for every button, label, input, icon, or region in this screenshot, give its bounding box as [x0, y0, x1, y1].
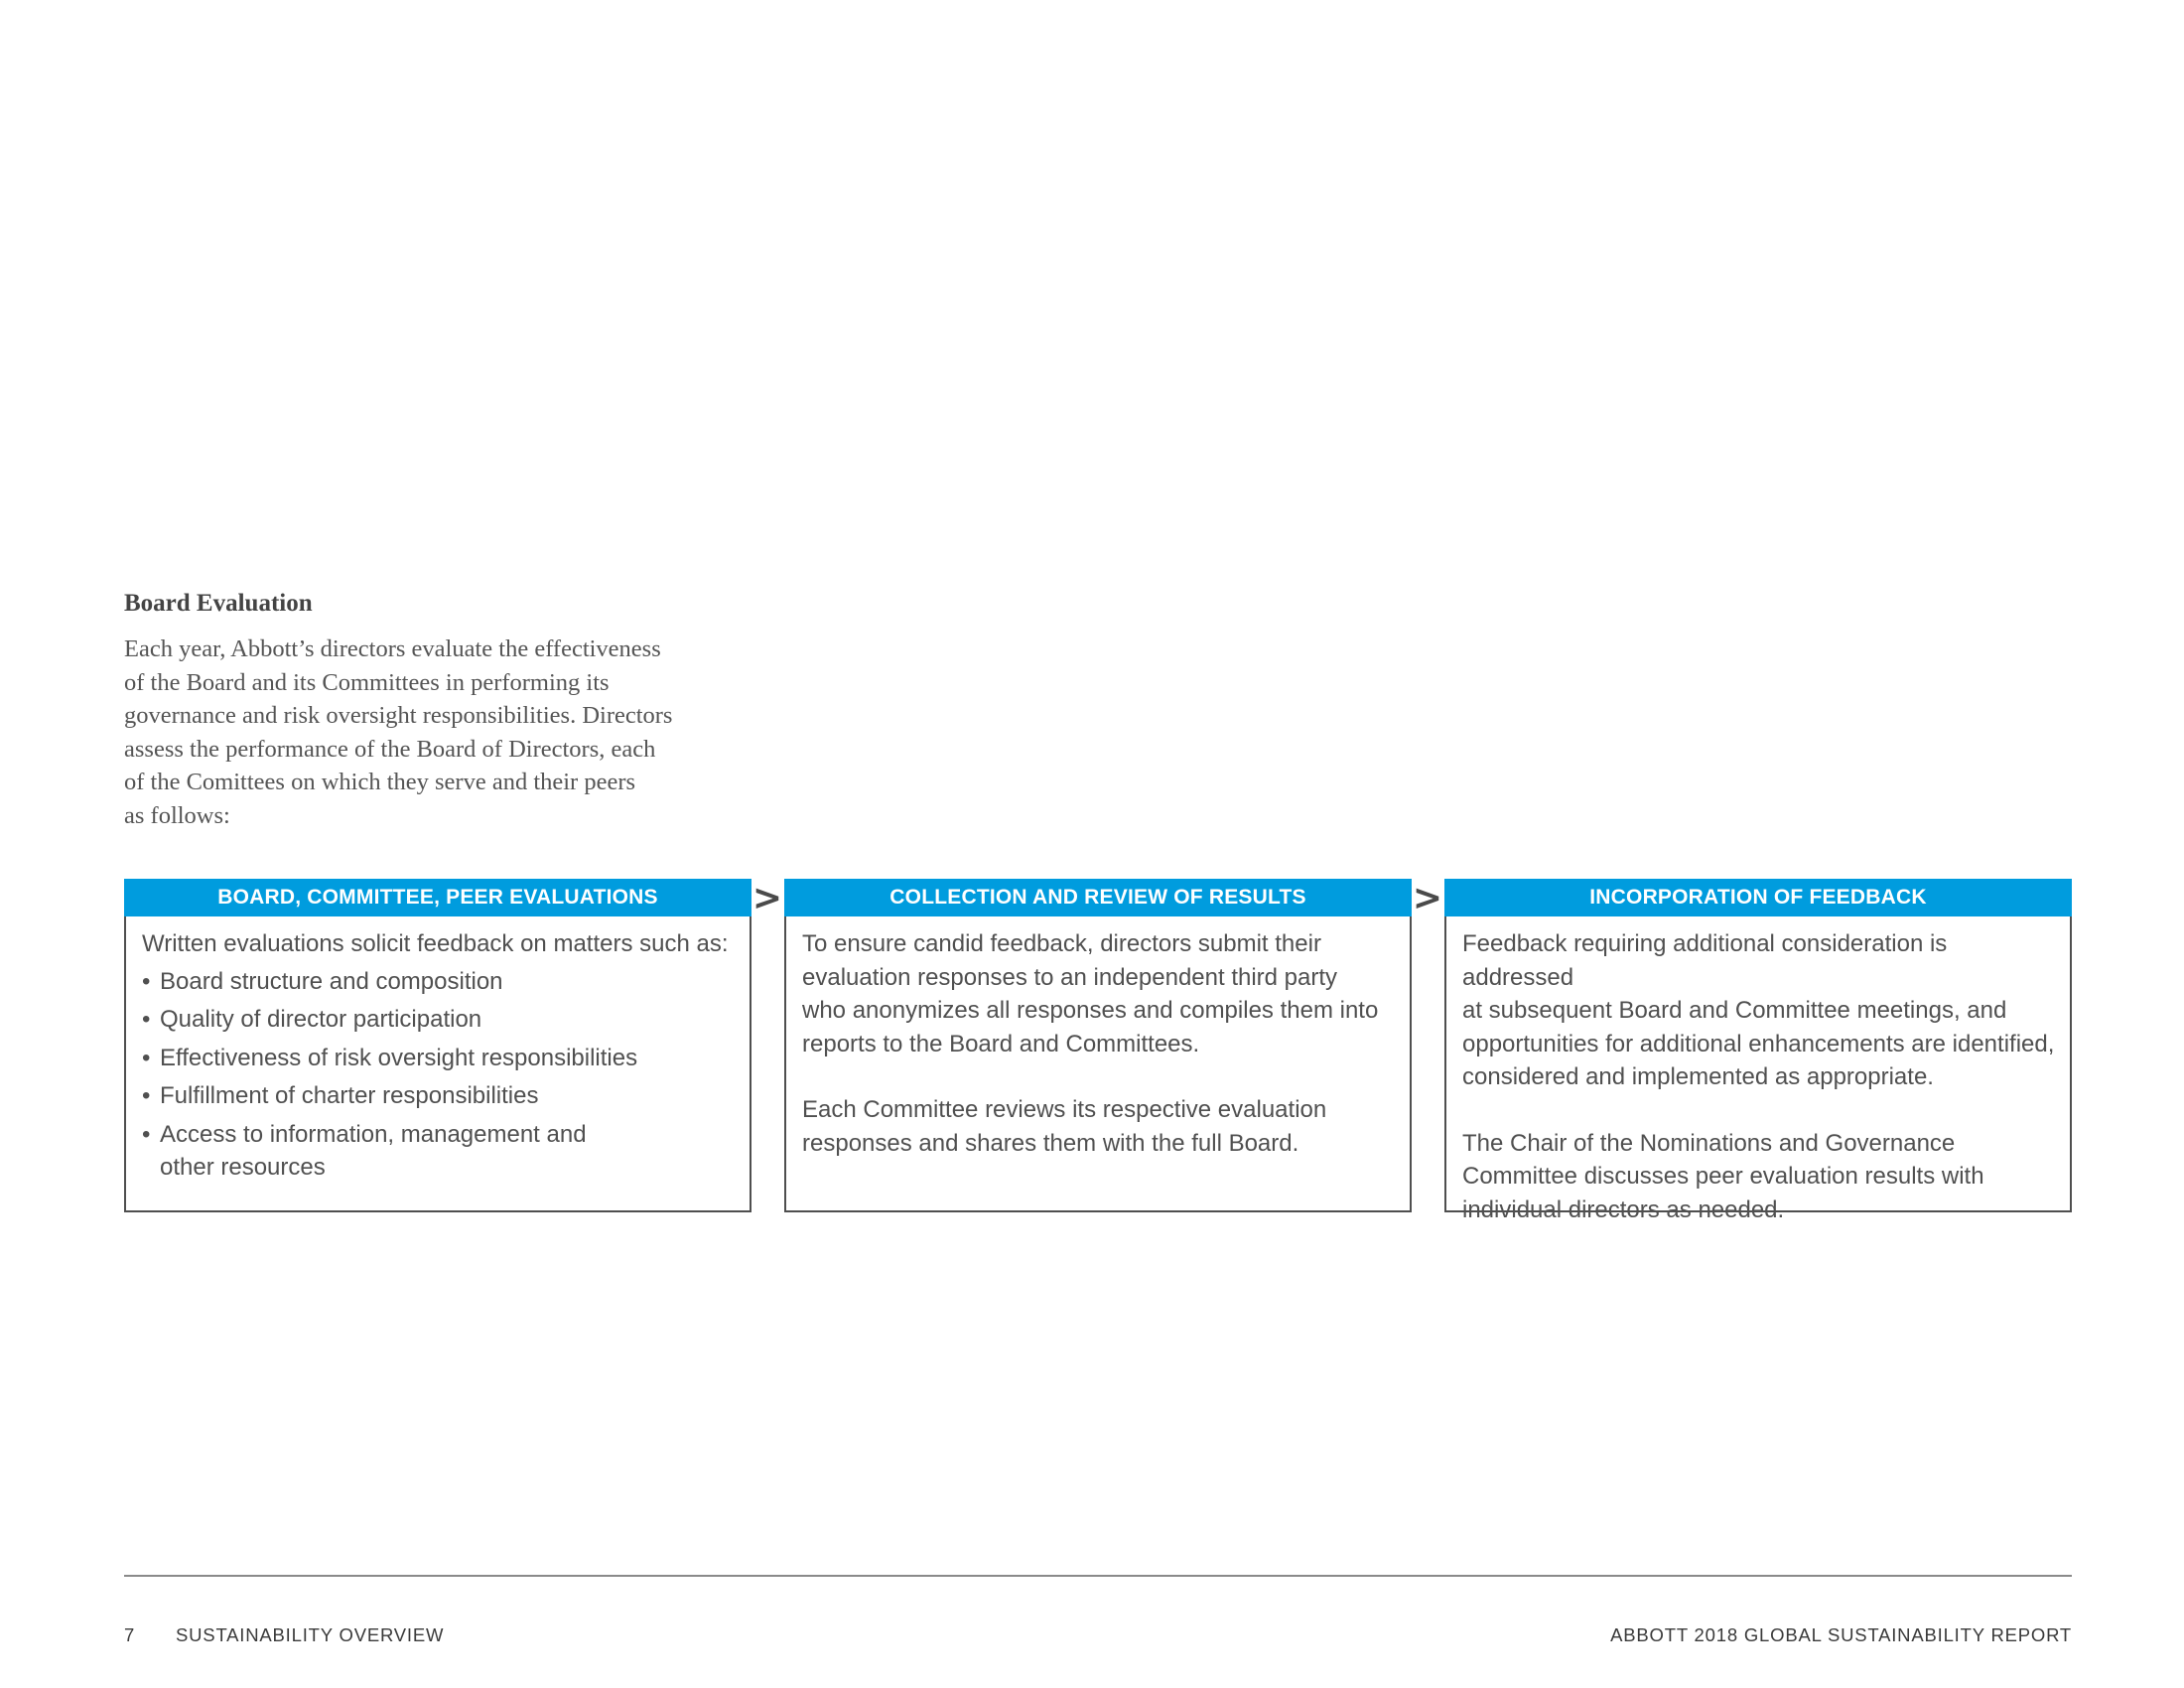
footer-divider	[124, 1575, 2072, 1577]
list-item-text: Fulfillment of charter responsibilities	[160, 1082, 539, 1109]
list-item	[142, 1003, 736, 1037]
list-item	[142, 1118, 736, 1185]
list-item	[142, 1079, 736, 1113]
page-number: 7	[124, 1624, 136, 1645]
intro-paragraph: Each year, Abbott’s directors evaluate the effectiveness of the Board and its Committees in performing its governance and risk oversight responsibilities. Directors assess the performance of the Board of Directors, each of the Comittees on which they serve and their peers as follows:	[124, 635, 673, 829]
footer-section-name: SUSTAINABILITY OVERVIEW	[176, 1624, 445, 1645]
list-item-text: Quality of director participation	[160, 1006, 482, 1033]
step-body-feedback	[1446, 916, 2070, 1226]
step-paragraph: Each Committee reviews its respective evaluation responses and shares them with the full Board.	[802, 1096, 1327, 1157]
bullet-icon: •	[142, 1082, 151, 1109]
board-evaluation-intro	[124, 590, 740, 832]
step-header-evaluations: BOARD, COMMITTEE, PEER EVALUATIONS	[124, 879, 751, 916]
list-item-text: Board structure and composition	[160, 967, 503, 995]
step-lead-text: Written evaluations solicit feedback on matters such as:	[142, 930, 729, 957]
step-paragraph: Feedback requiring additional consideration is addressed at subsequent Board and Committee meetings, and opportunities for additional enhancements are identified, considered and implemented as appropriate.	[1462, 930, 2055, 1090]
list-item-text: Effectiveness of risk oversight responsibilities	[160, 1044, 638, 1071]
bullet-icon: •	[142, 1044, 151, 1071]
step-paragraph: The Chair of the Nominations and Governance Committee discusses peer evaluation results with individual directors as needed.	[1462, 1129, 1984, 1223]
section-title: Board Evaluation	[124, 590, 313, 617]
list-item	[142, 1042, 736, 1075]
step-box-collection	[784, 879, 1412, 1212]
bullet-icon: •	[142, 1120, 151, 1148]
step-box-evaluations	[124, 879, 751, 1212]
step-body-evaluations	[126, 916, 750, 1185]
footer-report-title: ABBOTT 2018 GLOBAL SUSTAINABILITY REPORT	[1610, 1624, 2072, 1645]
step-header-collection: COLLECTION AND REVIEW OF RESULTS	[784, 879, 1412, 916]
evaluation-matters-list	[142, 965, 736, 1185]
bullet-icon: •	[142, 1006, 151, 1033]
step-header-feedback: INCORPORATION OF FEEDBACK	[1444, 879, 2072, 916]
bullet-icon: •	[142, 967, 151, 995]
step-body-collection	[786, 916, 1410, 1160]
chevron-right-icon: >	[1412, 877, 1443, 918]
list-item	[142, 965, 736, 999]
step-paragraph: To ensure candid feedback, directors submit their evaluation responses to an independent third party who anonymizes all responses and compiles them into reports to the Board and Committees.	[802, 930, 1379, 1057]
step-box-feedback	[1444, 879, 2072, 1223]
chevron-right-icon: >	[751, 877, 783, 918]
list-item-text: Access to information, management and other resources	[160, 1120, 587, 1181]
